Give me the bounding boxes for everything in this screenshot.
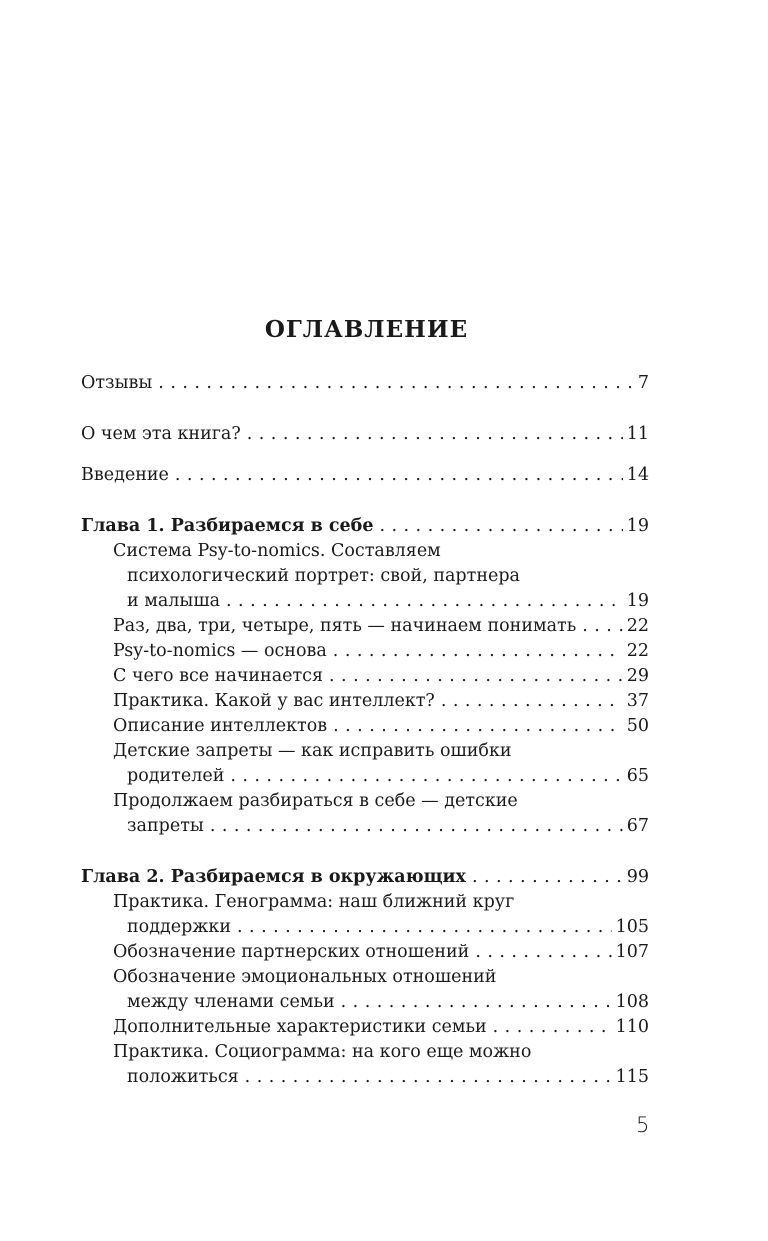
toc-entry-line[interactable]: Продолжаем разбираться в себе — детские	[113, 791, 518, 811]
toc-entry-emotional-relations[interactable]	[127, 990, 649, 1015]
toc-entry-reviews[interactable]	[81, 371, 649, 396]
toc-entry-text: С чего все начинается	[113, 666, 324, 686]
toc-entry-system[interactable]	[127, 589, 649, 614]
dot-leader	[475, 940, 611, 965]
toc-page-number: 65	[626, 766, 649, 786]
toc-page-number: 14	[626, 465, 649, 485]
toc-entry-basis[interactable]	[113, 639, 649, 664]
toc-page-number: 11	[626, 424, 649, 444]
toc-entry-sociogram[interactable]	[127, 1065, 649, 1090]
toc-entry-line[interactable]: Детские запреты — как исправить ошибки	[113, 741, 512, 761]
toc-entry-text: Psy-to-nomics — основа	[113, 641, 327, 661]
toc-entry-text: О чем эта книга?	[81, 424, 241, 444]
dot-leader	[237, 915, 612, 940]
toc-chapter-title: Глава 1. Разбираемся в себе	[81, 516, 374, 536]
toc-entry-line[interactable]: Практика. Генограмма: наш ближний круг	[113, 892, 515, 912]
toc-page-number: 7	[637, 373, 649, 393]
dot-leader	[210, 814, 623, 839]
toc-chapter-1[interactable]	[81, 514, 649, 539]
toc-page-number: 22	[626, 616, 649, 636]
dot-leader	[493, 1015, 612, 1040]
toc-entry-text: положиться	[127, 1067, 239, 1087]
dot-leader	[175, 463, 623, 488]
toc-entry-text: Практика. Какой у вас интеллект?	[113, 691, 435, 711]
toc-page-number: 19	[626, 591, 649, 611]
toc-page-number: 115	[615, 1067, 649, 1087]
dot-leader	[247, 422, 623, 447]
toc-page-number: 29	[626, 666, 649, 686]
dot-leader	[226, 589, 623, 614]
toc-entry-intellect-practice[interactable]	[113, 689, 649, 714]
dot-leader	[472, 865, 623, 890]
dot-leader	[582, 614, 622, 639]
toc-page-number: 110	[615, 1017, 649, 1037]
dot-leader	[329, 664, 623, 689]
toc-entry-text: Введение	[81, 465, 169, 485]
dot-leader	[441, 689, 623, 714]
page-number-folio: 5	[636, 1113, 650, 1137]
page-title: ОГЛАВЛЕНИЕ	[264, 316, 469, 343]
toc-entry-text: Обозначение партнерских отношений	[113, 942, 470, 962]
toc-entry-about-book[interactable]	[81, 422, 649, 447]
toc-page-number: 19	[626, 516, 649, 536]
toc-entry-introduction[interactable]	[81, 463, 649, 488]
toc-entry-count[interactable]	[113, 614, 649, 639]
dot-leader	[158, 371, 634, 396]
toc-entry-line[interactable]: Система Psy-to-nomics. Составляем	[113, 541, 441, 561]
toc-entry-family-traits[interactable]	[113, 1015, 649, 1040]
toc-page-number: 107	[615, 942, 649, 962]
toc-entry-partner-relations[interactable]	[113, 940, 649, 965]
toc-page-number: 50	[626, 716, 649, 736]
toc-entry-text: Отзывы	[81, 373, 153, 393]
dot-leader	[341, 990, 612, 1015]
dot-leader	[230, 764, 622, 789]
toc-page-number: 105	[615, 917, 649, 937]
toc-entry-line[interactable]: психологический портрет: свой, партнера	[127, 566, 520, 586]
toc-entry-continue[interactable]	[127, 814, 649, 839]
toc-chapter-2[interactable]	[81, 865, 649, 890]
toc-chapter-title: Глава 2. Разбираемся в окружающих	[81, 867, 466, 887]
toc-entry-beginning[interactable]	[113, 664, 649, 689]
toc-entry-line[interactable]: Практика. Социограмма: на кого еще можно	[113, 1042, 532, 1062]
toc-entry-child-bans[interactable]	[127, 764, 649, 789]
toc-page-number: 108	[615, 992, 649, 1012]
toc-entry-text: родителей	[127, 766, 225, 786]
toc-entry-text: Описание интеллектов	[113, 716, 328, 736]
toc-page-number: 22	[626, 641, 649, 661]
toc-entry-text: поддержки	[127, 917, 232, 937]
toc-entry-text: Раз, два, три, четыре, пять — начинаем понимать	[113, 616, 577, 636]
toc-entry-line[interactable]: Обозначение эмоциональных отношений	[113, 967, 497, 987]
dot-leader	[245, 1065, 612, 1090]
toc-entry-genogram[interactable]	[127, 915, 649, 940]
toc-entry-text: Дополнительные характеристики семьи	[113, 1017, 487, 1037]
dot-leader	[333, 714, 623, 739]
toc-entry-intellects[interactable]	[113, 714, 649, 739]
toc-page-number: 99	[626, 867, 649, 887]
dot-leader	[333, 639, 623, 664]
toc-page-number: 37	[626, 691, 649, 711]
toc-entry-text: и малыша	[127, 591, 221, 611]
dot-leader	[379, 514, 622, 539]
toc-entry-text: между членами семьи	[127, 992, 335, 1012]
toc-page-number: 67	[626, 816, 649, 836]
toc-entry-text: запреты	[127, 816, 204, 836]
